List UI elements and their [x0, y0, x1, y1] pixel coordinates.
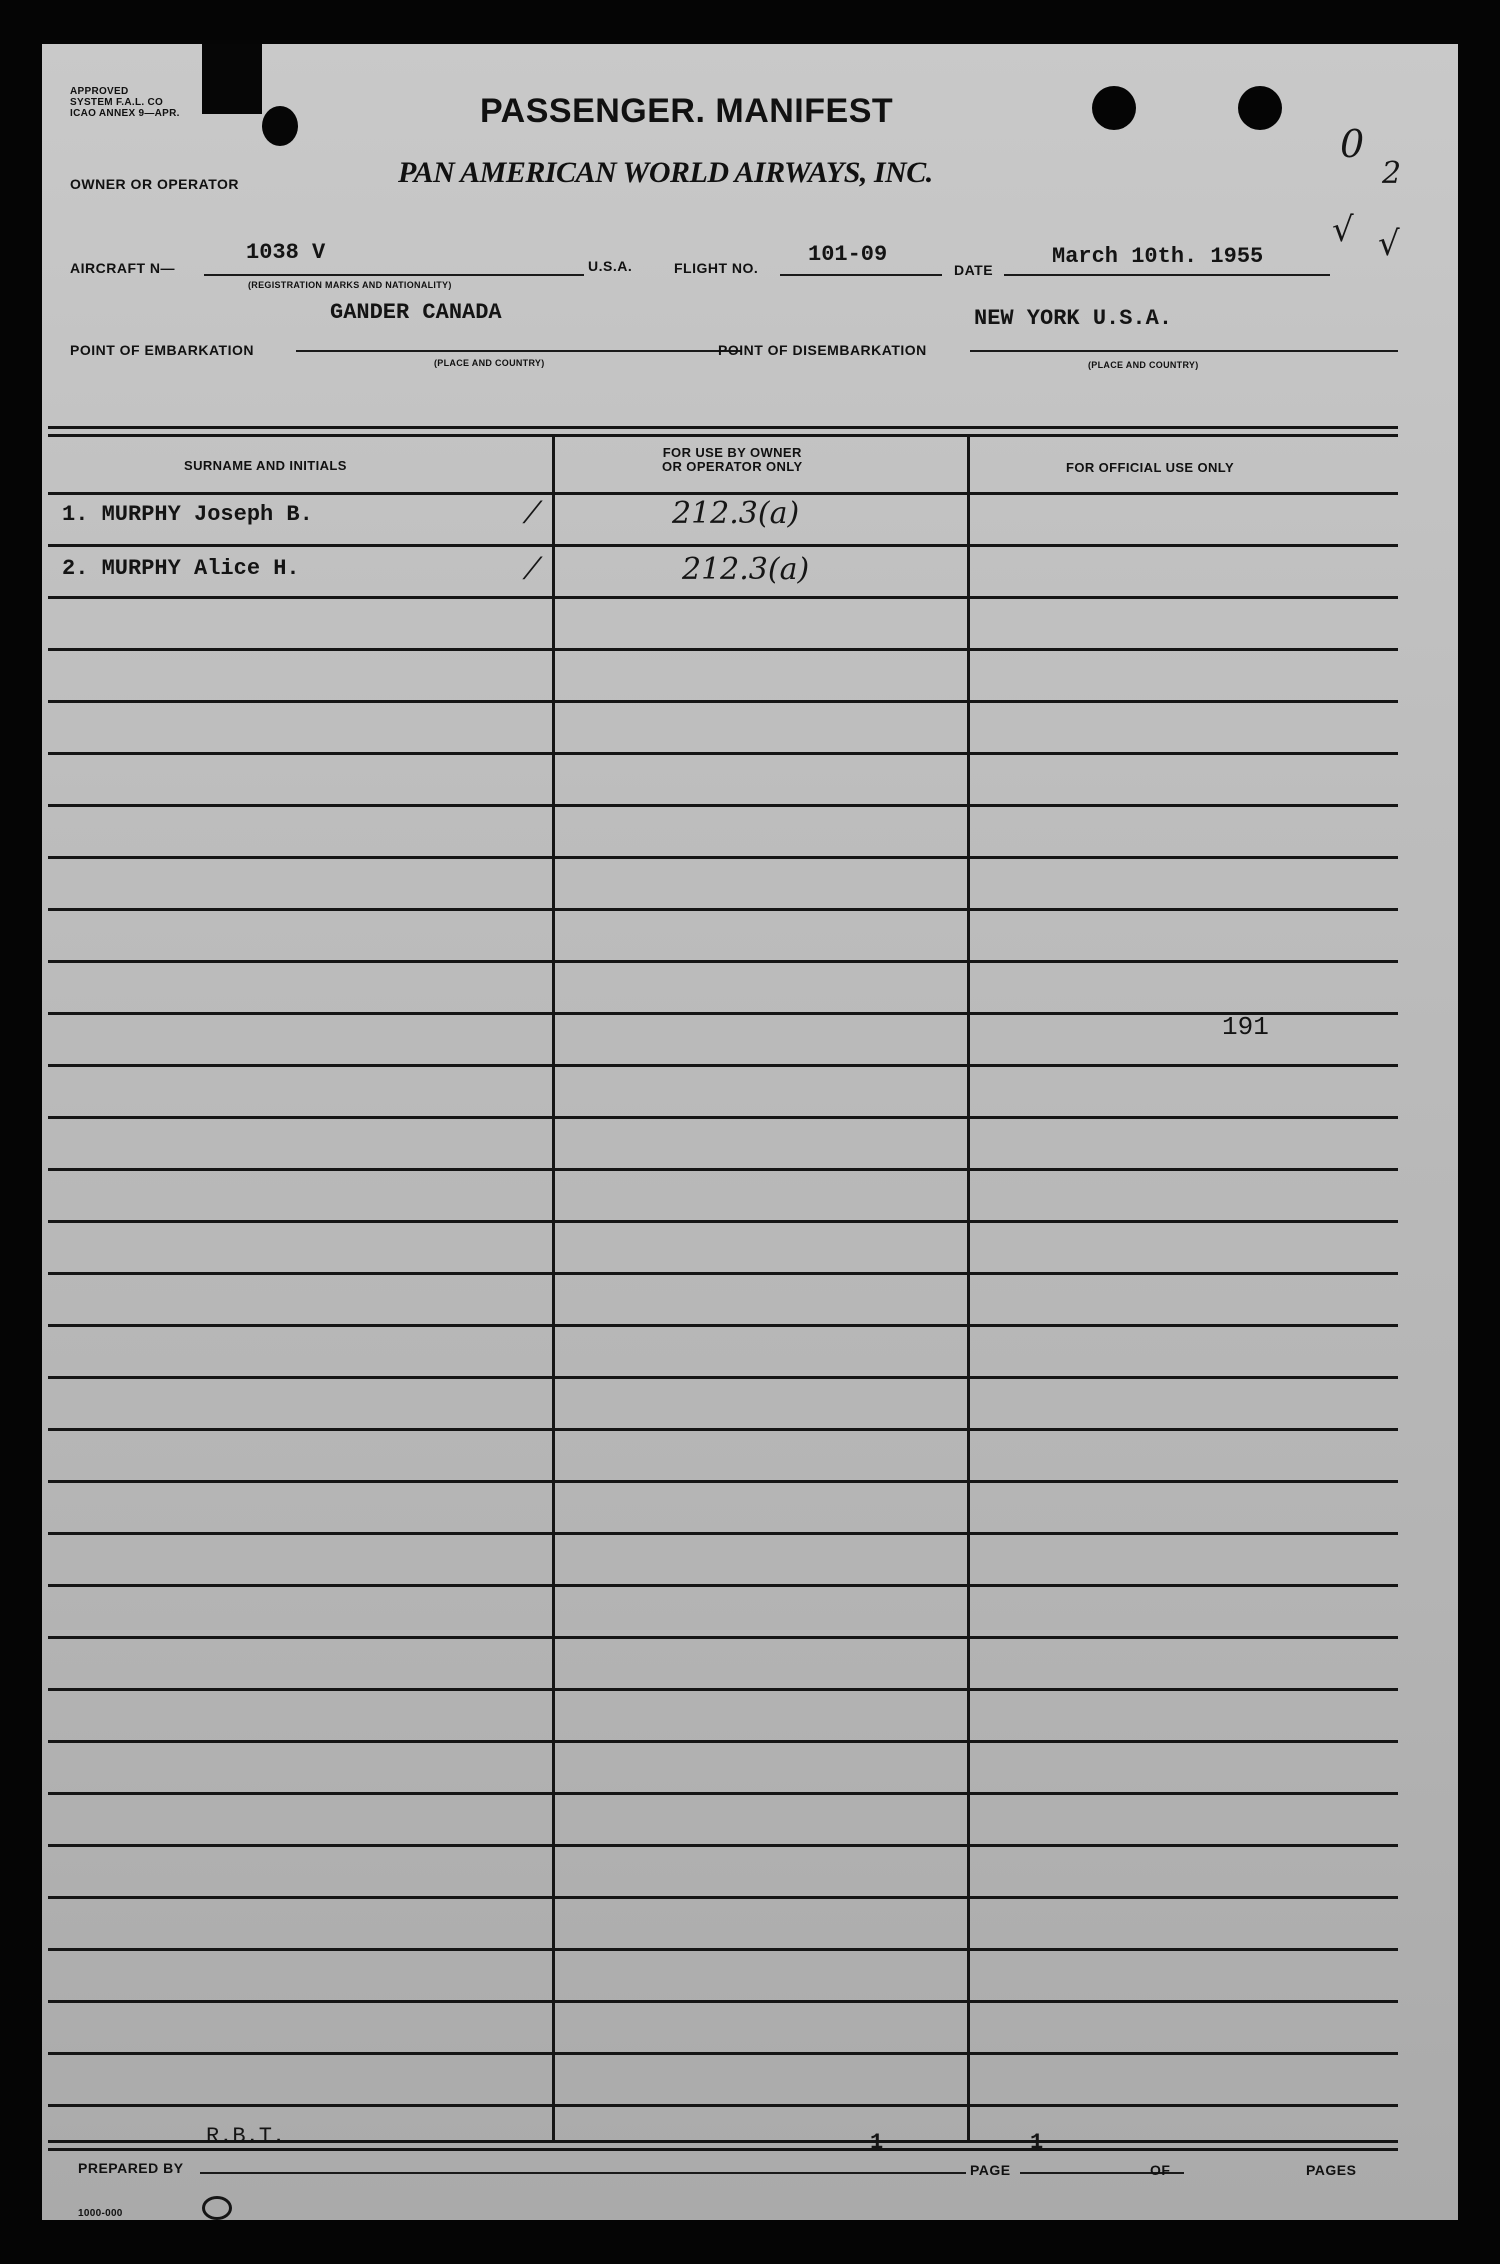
embarkation-value: GANDER CANADA [330, 300, 502, 325]
aircraft-label: AIRCRAFT N— [70, 260, 176, 276]
table-row [48, 1948, 1398, 1951]
table-top-rule [48, 434, 1398, 437]
column-header-owner-use [662, 446, 803, 474]
table-row [48, 2000, 1398, 2003]
approval-line: SYSTEM F.A.L. CO [70, 97, 164, 108]
owner-note: 212.3(a) [682, 552, 810, 587]
binder-clip-mark [202, 44, 262, 114]
table-row [48, 1636, 1398, 1639]
approval-block [70, 86, 180, 119]
table-row [48, 1584, 1398, 1587]
page-label: PAGE [970, 2162, 1011, 2178]
binding-hole-right [1238, 86, 1282, 130]
aircraft-value: 1038 V [246, 240, 326, 265]
table-row [48, 752, 1398, 755]
date-label: DATE [954, 262, 994, 278]
table-row [48, 1116, 1398, 1119]
table-row [48, 2104, 1398, 2107]
table-row [48, 1532, 1398, 1535]
table-row [48, 1064, 1398, 1067]
table-row [48, 1792, 1398, 1795]
owner-operator-label: OWNER OR OPERATOR [70, 176, 239, 192]
prepared-by-label: PREPARED BY [78, 2160, 184, 2176]
table-row [48, 1740, 1398, 1743]
place-country-note-right: (PLACE AND COUNTRY) [1088, 360, 1199, 370]
table-row [48, 1272, 1398, 1275]
aircraft-underline [204, 274, 584, 276]
column-divider [552, 436, 555, 2140]
approval-line: APPROVED [70, 86, 129, 97]
owner-note: 212.3(a) [672, 496, 800, 531]
table-row [48, 804, 1398, 807]
of-label: OF [1150, 2162, 1171, 2178]
official-stamp-number: 191 [1222, 1012, 1269, 1042]
date-underline [1004, 274, 1330, 276]
table-row [48, 960, 1398, 963]
check-mark-icon: ⁄ [530, 552, 536, 587]
disembarkation-label: POINT OF DISEMBARKATION [718, 342, 927, 358]
table-row [48, 1168, 1398, 1171]
flight-no-underline [780, 274, 942, 276]
registration-note: (REGISTRATION MARKS AND NATIONALITY) [248, 280, 452, 290]
column-header-official: FOR OFFICIAL USE ONLY [1066, 460, 1235, 475]
prepared-by-value: R.B.T. [206, 2124, 286, 2149]
column-header-surname: SURNAME AND INITIALS [184, 458, 347, 473]
passenger-entry: 2. MURPHY Alice H. [62, 556, 300, 581]
printer-logo-icon [202, 2196, 232, 2220]
column-header-owner-use-line: FOR USE BY OWNER [662, 445, 802, 460]
approval-line: ICAO ANNEX 9—APR. [70, 108, 180, 119]
table-row [48, 544, 1398, 547]
place-country-note-left: (PLACE AND COUNTRY) [434, 358, 545, 368]
column-divider [967, 436, 970, 2140]
embarkation-label: POINT OF EMBARKATION [70, 342, 254, 358]
check-mark-icon: √ [1332, 210, 1354, 250]
form-number: 1000-000 [78, 2208, 123, 2219]
disembarkation-value: NEW YORK U.S.A. [974, 306, 1173, 331]
table-row [48, 1324, 1398, 1327]
page-number-value: 1 [870, 2130, 884, 2155]
table-row [48, 1012, 1398, 1015]
table-row [48, 1688, 1398, 1691]
table-row [48, 1428, 1398, 1431]
table-row [48, 2052, 1398, 2055]
table-row [48, 1844, 1398, 1847]
table-row [48, 1376, 1398, 1379]
table-row [48, 856, 1398, 859]
table-row [48, 700, 1398, 703]
operator-name: PAN AMERICAN WORLD AIRWAYS, INC. [398, 156, 933, 189]
table-row [48, 908, 1398, 911]
flight-no-value: 101-09 [808, 242, 888, 267]
manifest-sheet [42, 44, 1458, 2220]
table-row [48, 1220, 1398, 1223]
date-value: March 10th. 1955 [1052, 244, 1264, 269]
table-row [48, 648, 1398, 651]
column-header-owner-use-line: OR OPERATOR ONLY [662, 459, 803, 474]
margin-mark-two: 2 [1382, 156, 1402, 191]
check-mark-icon: √ [1378, 224, 1400, 264]
table-row [48, 492, 1398, 495]
check-mark-icon: ⁄ [530, 496, 536, 531]
table-row [48, 1896, 1398, 1899]
table-row [48, 1480, 1398, 1483]
flight-no-label: FLIGHT NO. [674, 260, 759, 276]
pages-label: PAGES [1306, 2162, 1357, 2178]
margin-mark-zero: 0 [1340, 122, 1365, 166]
page-count-value: 1 [1030, 2130, 1044, 2155]
prepared-by-underline [200, 2172, 966, 2174]
table-top-rule [48, 426, 1398, 429]
binding-hole-left [1092, 86, 1136, 130]
table-row [48, 596, 1398, 599]
passenger-entry: 1. MURPHY Joseph B. [62, 502, 313, 527]
disembarkation-underline [970, 350, 1398, 352]
corner-clip-mark [262, 106, 298, 146]
embarkation-underline [296, 350, 742, 352]
page-title: PASSENGER. MANIFEST [480, 92, 894, 130]
usa-label: U.S.A. [588, 258, 633, 274]
